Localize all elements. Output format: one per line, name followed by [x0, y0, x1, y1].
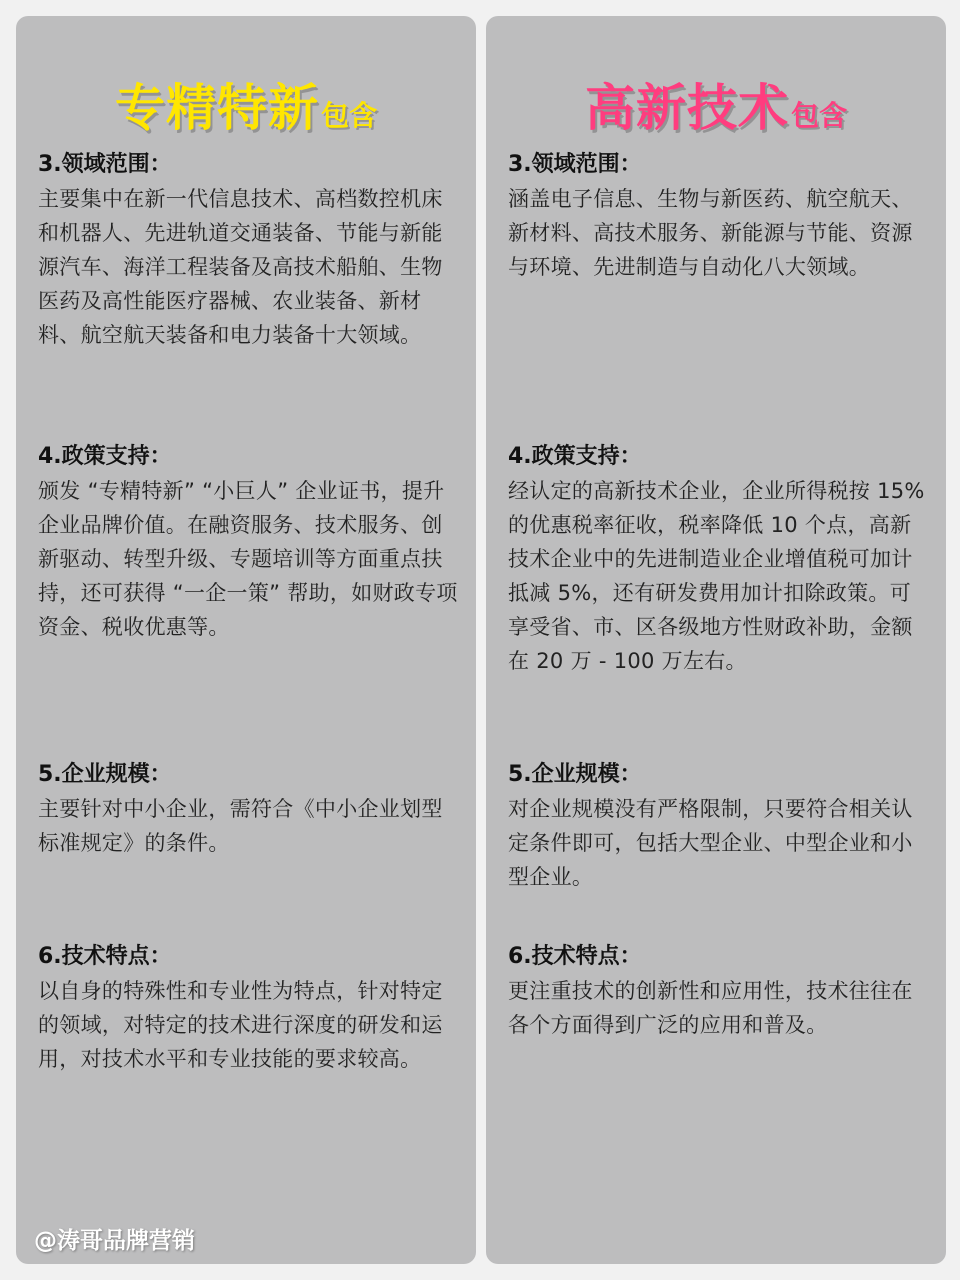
right-section-tech — [508, 940, 932, 1042]
section-heading: 5.企业规模： — [38, 762, 172, 787]
right-panel-gaoxinjishu — [486, 16, 946, 1264]
section-body: 对企业规模没有严格限制，只要符合相关认定条件即可，包括大型企业、中型企业和小型企业。 — [508, 797, 913, 889]
section-body: 经认定的高新技术企业，企业所得税按 15% 的优惠税率征收，税率降低 10 个点，高新技术企业中的先进制造业企业增值税可加计抵减 5%，还有研发费用加计扣除政策。可享受省、市、区各级地方性财政补助，金额在 20 万 - 100 万左右。 — [508, 479, 925, 673]
section-heading: 3.领域范围： — [508, 152, 642, 177]
right-title-main: 高新技术 — [584, 79, 789, 137]
left-title-sub: 包含 — [320, 99, 377, 132]
left-panel-title — [16, 68, 476, 140]
right-section-scope — [508, 148, 932, 284]
section-heading: 6.技术特点： — [38, 944, 172, 969]
section-body: 涵盖电子信息、生物与新医药、航空航天、新材料、高技术服务、新能源与节能、资源与环境、先进制造与自动化八大领域。 — [508, 187, 913, 279]
left-section-scale — [38, 758, 462, 860]
section-heading: 4.政策支持： — [508, 444, 642, 469]
section-body: 主要集中在新一代信息技术、高档数控机床和机器人、先进轨道交通装备、节能与新能源汽车、海洋工程装备及高技术船舶、生物医药及高性能医疗器械、农业装备、新材料、航空航天装备和电力装备十大领域。 — [38, 187, 443, 347]
right-section-scale — [508, 758, 932, 894]
section-heading: 3.领域范围： — [38, 152, 172, 177]
left-panel-zhuanjingtexin — [16, 16, 476, 1264]
section-body: 以自身的特殊性和专业性为特点，针对特定的领域，对特定的技术进行深度的研发和运用，对技术水平和专业技能的要求较高。 — [38, 979, 443, 1071]
right-section-policy — [508, 440, 932, 678]
left-section-tech — [38, 940, 462, 1076]
right-panel-title — [486, 68, 946, 140]
left-section-scope — [38, 148, 462, 352]
left-title-main: 专精特新 — [114, 79, 319, 137]
author-watermark: @涛哥品牌营销 — [34, 1228, 195, 1254]
section-heading: 6.技术特点： — [508, 944, 642, 969]
left-section-policy — [38, 440, 462, 644]
section-body: 主要针对中小企业，需符合《中小企业划型标准规定》的条件。 — [38, 797, 443, 855]
section-heading: 4.政策支持： — [38, 444, 172, 469]
section-heading: 5.企业规模： — [508, 762, 642, 787]
right-title-sub: 包含 — [790, 99, 847, 132]
section-body: 更注重技术的创新性和应用性，技术往往在各个方面得到广泛的应用和普及。 — [508, 979, 913, 1037]
section-body: 颁发 “专精特新” “小巨人” 企业证书，提升企业品牌价值。在融资服务、技术服务、创新驱动、转型升级、专题培训等方面重点扶持，还可获得 “一企一策” 帮助，如财政专项资金、税收优惠等。 — [38, 479, 458, 639]
